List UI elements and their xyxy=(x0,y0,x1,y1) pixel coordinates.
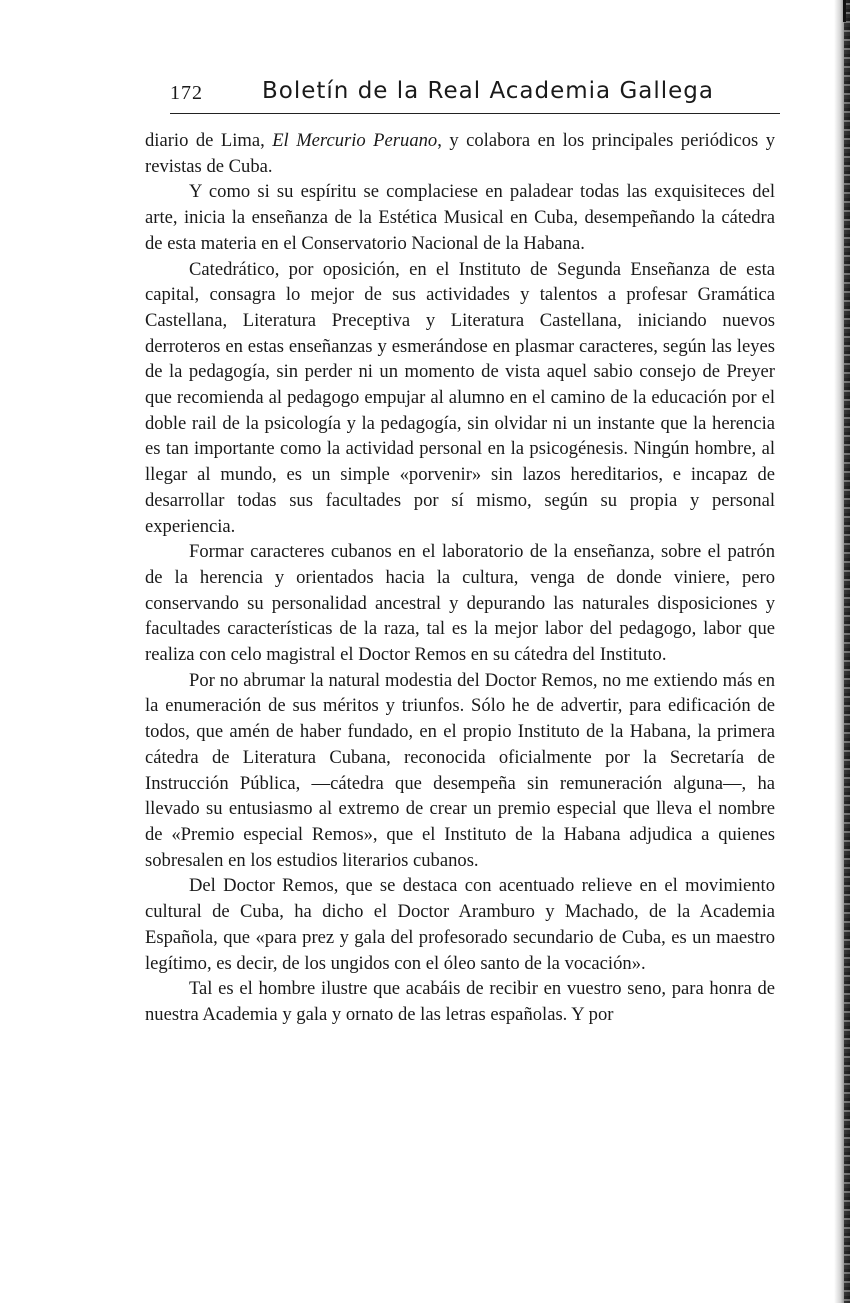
paragraph-text: Formar caracteres cubanos en el laboratorio de la enseñanza, sobre el patrón de la herencia y orientados hacia la cultura, venga de donde viniere, pero conservando su personalidad ancestral y depurando las naturales disposiciones y facultades características de la raza, tal es la mejor labor del pedagogo, labor que realiza con celo magistral el Doctor Remos en su cátedra del Instituto. xyxy=(145,541,775,666)
paragraph-text: Por no abrumar la natural modestia del Doctor Remos, no me extiendo más en la enumeración de sus méritos y triunfos. Sólo he de advertir, para edificación de todos, que amén de haber fundado, en el propio Instituto de la Habana, la primera cátedra de Literatura Cubana, reconocida oficialmente por la Secretaría de Instrucción Pública, —cátedra que desempeña sin remuneración alguna—, ha llevado su entusiasmo al extremo de crear un premio especial que lleva el nombre de «Premio especial Remos», que el Instituto de la Habana adjudica a quienes sobresalen en los estudios literarios cubanos. xyxy=(145,669,775,871)
paragraph-text: diario de Lima, xyxy=(145,130,273,151)
paragraph-text: Del Doctor Remos, que se destaca con acentuado relieve en el movimiento cultural de Cuba, ha dicho el Doctor Aramburo y Machado, de la Academia Española, que «para prez y gala del profesorado secundario de Cuba, es un maestro legítimo, es decir, de los ungidos con el óleo santo de la vocación». xyxy=(145,875,775,974)
paragraph xyxy=(145,668,775,874)
paragraph-text: Catedrático, por oposición, en el Instituto de Segunda Enseñanza de esta capital, consagra lo mejor de sus actividades y talentos a profesar Gramática Castellana, Literatura Preceptiva y Literatura Castellana, iniciando nuevos derroteros en estas enseñanzas y esmerándose en plasmar caracteres, según las leyes de la pedagogía, sin perder ni un momento de vista aquel sabio consejo de Preyer que recomienda al pedagogo empujar al alumno en el camino de la educación por el doble rail de la psicología y la pedagogía, sin olvidar ni un instante que la herencia es tan importante como la actividad personal en la psicogénesis. Ningún hombre, al llegar al mundo, es un simple «porvenir» sin lazos hereditarios, e incapaz de desarrollar todas sus facultades por sí mismo, según su propia y personal experiencia. xyxy=(145,258,775,537)
paragraph xyxy=(145,873,775,976)
paragraph xyxy=(145,976,775,1027)
paragraph-text: , y colabora en los principales periódicos y revistas de Cuba. xyxy=(145,130,775,177)
body-text xyxy=(145,128,775,1028)
italic-title: El Mercurio Peruano xyxy=(272,130,438,151)
paragraph xyxy=(145,179,775,256)
page-edge-speckle xyxy=(844,0,850,1303)
paragraph-text: Tal es el hombre ilustre que acabáis de recibir en vuestro seno, para honra de nuestra Academia y gala y ornato de las letras españolas. Y por xyxy=(145,978,775,1025)
paragraph xyxy=(145,539,775,668)
page-number: 172 xyxy=(170,82,203,104)
corner-mark xyxy=(843,0,846,22)
paragraph-text: Y como si su espíritu se complaciese en paladear todas las exquisiteces del arte, inicia la enseñanza de la Estética Musical en Cuba, desempeñando la cátedra de esta materia en el Conservatorio Nacional de la Habana. xyxy=(145,181,775,254)
paragraph xyxy=(145,128,775,179)
running-header xyxy=(170,78,780,110)
running-title: Boletín de la Real Academia Gallega xyxy=(262,78,714,104)
header-rule xyxy=(170,113,780,114)
paragraph xyxy=(145,257,775,540)
